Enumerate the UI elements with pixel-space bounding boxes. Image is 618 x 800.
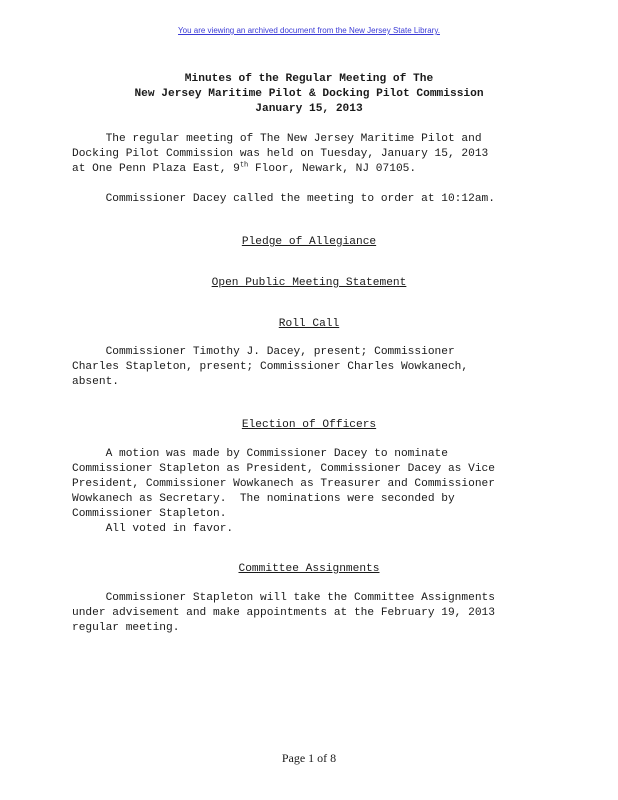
election-line-3: President, Commissioner Wowkanech as Treasurer and Commissioner	[72, 478, 495, 490]
committee-line-3: regular meeting.	[72, 622, 180, 634]
heading-pledge: Pledge of Allegiance	[241, 236, 377, 248]
intro-paragraph	[72, 132, 546, 177]
intro-line-1: The regular meeting of The New Jersey Maritime Pilot and	[72, 133, 482, 145]
committee-paragraph	[72, 591, 546, 636]
intro-line-2: Docking Pilot Commission was held on Tuesday, January 15, 2013	[72, 148, 489, 160]
election-line-6: All voted in favor.	[72, 523, 234, 535]
heading-committee: Committee Assignments	[238, 563, 380, 575]
election-line-2: Commissioner Stapleton as President, Commissioner Dacey as Vice	[72, 463, 495, 475]
roll-call-line-1: Commissioner Timothy J. Dacey, present; Commissioner	[72, 346, 455, 358]
intro-line-3-b: Floor, Newark, NJ 07105.	[248, 163, 417, 175]
committee-line-1: Commissioner Stapleton will take the Committee Assignments	[72, 592, 495, 604]
election-line-4: Wowkanech as Secretary. The nominations were seconded by	[72, 493, 455, 505]
archive-notice-link[interactable]: You are viewing an archived document from the New Jersey State Library.	[178, 26, 440, 35]
roll-call-line-2: Charles Stapleton, present; Commissioner Charles Wowkanech,	[72, 361, 469, 373]
page-number: Page 1 of 8	[281, 751, 337, 765]
document-page	[72, 72, 546, 636]
heading-open-meeting: Open Public Meeting Statement	[211, 277, 407, 289]
document-title	[72, 72, 546, 117]
intro-line-3-a: at One Penn Plaza East, 9	[72, 163, 240, 175]
intro-line-3	[72, 162, 546, 177]
roll-call-paragraph	[72, 345, 546, 390]
roll-call-line-3: absent.	[72, 376, 119, 388]
title-line-1: Minutes of the Regular Meeting of The	[184, 73, 434, 85]
title-line-3: January 15, 2013	[255, 103, 363, 115]
election-line-1: A motion was made by Commissioner Dacey to nominate	[72, 448, 448, 460]
heading-roll-call: Roll Call	[278, 318, 340, 330]
title-line-2: New Jersey Maritime Pilot & Docking Pilot Commission	[134, 88, 484, 100]
committee-line-2: under advisement and make appointments at the February 19, 2013	[72, 607, 495, 619]
call-to-order-line: Commissioner Dacey called the meeting to order at 10:12am.	[72, 193, 495, 205]
floor-ordinal: th	[239, 161, 249, 170]
heading-election: Election of Officers	[241, 419, 377, 431]
election-line-5: Commissioner Stapleton.	[72, 508, 227, 520]
call-to-order-paragraph	[72, 192, 546, 207]
election-paragraph	[72, 447, 546, 537]
